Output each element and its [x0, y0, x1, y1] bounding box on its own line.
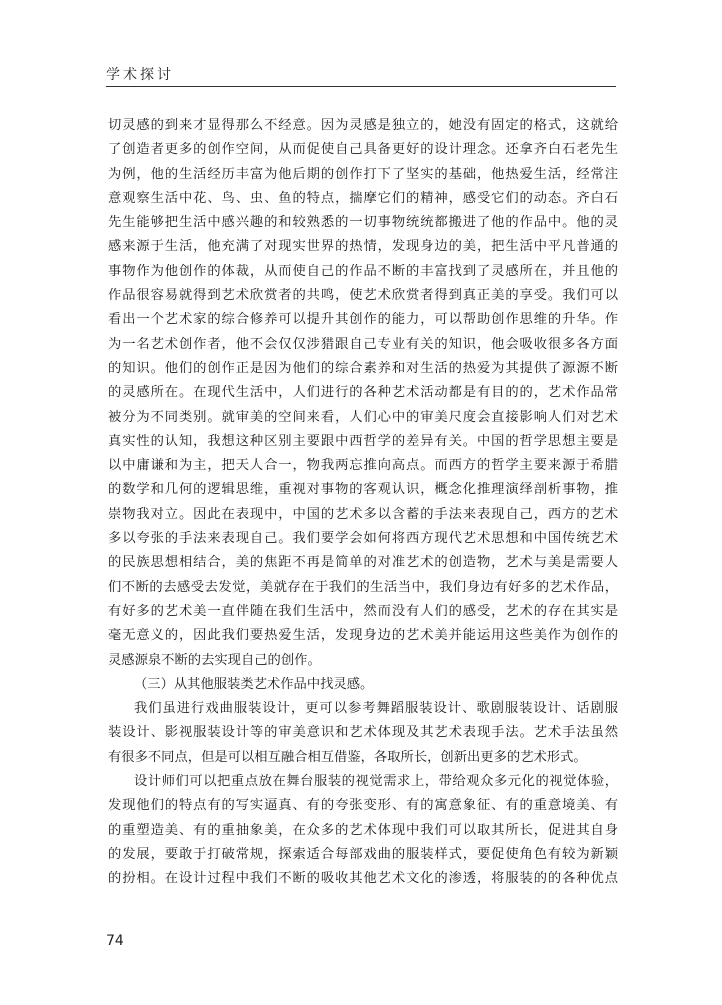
- text-line: 有好多的艺术美一直伴随在我们生活中，然而没有人们的感受，艺术的存在其实是: [108, 603, 618, 619]
- text-line: 先生能够把生活中感兴趣的和较熟悉的一切事物统统都搬进了他的作品中。他的灵: [108, 215, 618, 231]
- text-line: 多以夸张的手法来表现自己。我们要学会如何将西方现代艺术思想和中国传统艺术: [108, 531, 618, 547]
- text-line: 的民族思想相结合，美的焦距不再是简单的对准艺术的创造物，艺术与美是需要人: [108, 555, 618, 571]
- text-line: 装设计、影视服装设计等的审美意识和艺术体现及其艺术表现手法。艺术手法虽然: [108, 725, 618, 741]
- text-line: 的重塑造美、有的重抽象美，在众多的艺术体现中我们可以取其所长，促进其自身: [108, 822, 618, 838]
- text-line: 以中庸谦和为主，把天人合一，物我两忘推向高点。而西方的哲学主要来源于希腊: [108, 458, 618, 474]
- header-rule: [106, 86, 616, 87]
- text-line: 设计师们可以把重点放在舞台服装的视觉需求上，带给观众多元化的视觉体验，: [134, 774, 618, 790]
- text-line: 为例，他的生活经历丰富为他后期的创作打下了坚实的基础，他热爱生活，经常注: [108, 166, 618, 182]
- text-line: 的灵感所在。在现代生活中，人们进行的各种艺术活动都是有目的的，艺术作品常: [108, 385, 618, 401]
- text-line: 灵感源泉不断的去实现自己的创作。: [108, 652, 321, 668]
- text-line: 的扮相。在设计过程中我们不断的吸收其他艺术文化的渗透，将服装的的各种优点: [108, 871, 618, 887]
- text-line: 感来源于生活，他充满了对现实世界的热情，发现身边的美，把生活中平凡普通的: [108, 239, 618, 255]
- text-line: 的发展，要敢于打破常规，探索适合每部戏曲的服装样式，要促使角色有较为新颖: [108, 846, 618, 862]
- text-line: 切灵感的到来才显得那么不经意。因为灵感是独立的，她没有固定的格式，这就给: [108, 118, 618, 133]
- text-line: 了创造者更多的创作空间，从而促使自己具备更好的设计理念。还拿齐白石老先生: [108, 142, 618, 158]
- text-line: 为一名艺术创作者，他不会仅仅涉猎跟自己专业有关的知识，他会吸收很多各方面: [108, 336, 618, 352]
- text-line: 毫无意义的，因此我们要热爱生活，发现身边的艺术美并能运用这些美作为创作的: [108, 628, 618, 644]
- text-line: 发现他们的特点有的写实逼真、有的夸张变形、有的寓意象征、有的重意境美、有: [108, 798, 618, 814]
- text-line: 作品很容易就得到艺术欣赏者的共鸣，使艺术欣赏者得到真正美的享受。我们可以: [108, 288, 618, 304]
- running-header: [106, 62, 616, 88]
- text-line: 崇物我对立。因此在表现中，中国的艺术多以含蓄的手法来表现自己，西方的艺术: [108, 506, 618, 522]
- section-title: 学术探讨: [106, 67, 174, 83]
- subsection-heading: （三）从其他服装类艺术作品中找灵感。: [134, 676, 374, 692]
- text-line: 的数学和几何的逻辑思维，重视对事物的客观认识，概念化推理演绎剖析事物，推: [108, 482, 618, 498]
- body-text: [108, 114, 618, 892]
- text-line: 有很多不同点，但是可以相互融合相互借鉴，各取所长，创新出更多的艺术形式。: [108, 749, 587, 765]
- text-line: 意观察生活中花、鸟、虫、鱼的特点，揣摩它们的精神，感受它们的动态。齐白石: [108, 190, 618, 206]
- text-line: 真实性的认知，我想这种区别主要跟中西哲学的差异有关。中国的哲学思想主要是: [108, 433, 618, 449]
- text-line: 的知识。他们的创作正是因为他们的综合素养和对生活的热爱为其提供了源源不断: [108, 360, 618, 376]
- text-line: 事物作为他创作的体裁，从而使自己的作品不断的丰富找到了灵感所在，并且他的: [108, 263, 618, 279]
- text-line: 们不断的去感受去发觉，美就存在于我们的生活当中，我们身边有好多的艺术作品，: [108, 579, 618, 595]
- text-line: 我们虽进行戏曲服装设计，更可以参考舞蹈服装设计、歌剧服装设计、话剧服: [134, 701, 618, 717]
- text-line: 看出一个艺术家的综合修养可以提升其创作的能力，可以帮助创作思维的升华。作: [108, 312, 618, 328]
- text-line: 被分为不同类别。就审美的空间来看，人们心中的审美尺度会直接影响人们对艺术: [108, 409, 618, 425]
- page-number: 74: [106, 933, 124, 949]
